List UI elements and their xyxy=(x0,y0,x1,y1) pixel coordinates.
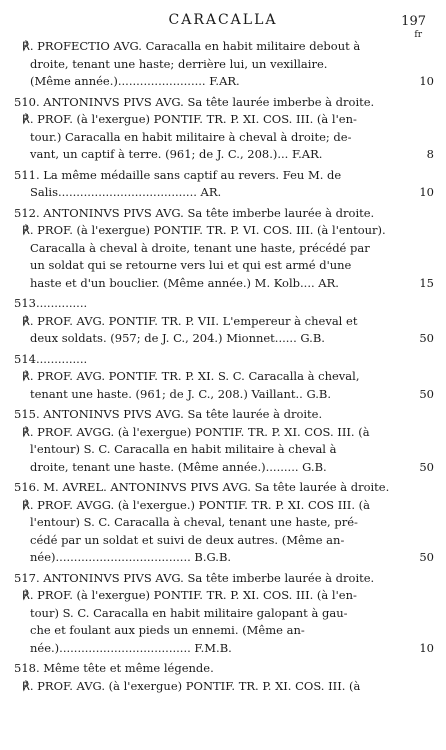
line-text: (Même année.)........................ F.AR. xyxy=(30,74,240,88)
entry-line xyxy=(14,275,434,293)
entry-line xyxy=(14,497,434,515)
line-text: ℟. PROF. AVGG. (à l'exergue) PONTIF. TR. P. XI. COS. III. (à xyxy=(22,424,370,439)
entry-line xyxy=(14,532,434,550)
entry-line xyxy=(14,570,434,588)
line-text: tenant une haste. (961; de J. C., 208.) Vaillant.. G.B. xyxy=(30,386,331,401)
line-text: tour.) Caracalla en habit militaire à cheval à droite; de- xyxy=(30,129,352,144)
entry-line xyxy=(14,479,434,497)
line-text: deux soldats. (957; de J. C., 204.) Mionnet...... G.B. xyxy=(30,331,325,345)
line-text: ℟. PROF. AVG. PONTIF. TR. P. VII. L'empereur à cheval et xyxy=(22,313,358,328)
line-text: haste et d'un bouclier. (Même année.) M. Kolb.... AR. xyxy=(30,275,339,290)
catalog-entry xyxy=(14,479,434,567)
page-title: CARACALLA xyxy=(168,12,278,28)
entry-line xyxy=(14,222,434,240)
line-text: 512. ANTONINVS PIVS AVG. Sa tête imberbe laurée à droite. xyxy=(14,205,375,220)
margin-value: 50 xyxy=(419,331,434,345)
entry-line xyxy=(14,368,434,386)
entry-line xyxy=(14,73,434,91)
catalog-entry xyxy=(14,205,434,293)
entry-line xyxy=(14,94,434,112)
entry-line xyxy=(14,257,434,275)
line-text: l'entour) S. C. Caracalla en habit militaire à cheval à xyxy=(30,442,337,456)
entry-line xyxy=(14,330,434,348)
line-text: vant, un captif à terre. (961; de J. C., 208.)... F.AR. xyxy=(30,147,323,161)
line-text: ℟. PROF. AVGG. (à l'exergue.) PONTIF. TR. P. XI. COS III. (à xyxy=(22,497,370,512)
line-text: ℟. PROFECTIO AVG. Caracalla en habit militaire debout à xyxy=(22,39,361,53)
line-text: ℟. PROF. (à l'exergue) PONTIF. TR. P. XI. COS. III. (à l'en- xyxy=(22,112,357,126)
line-text: 515. ANTONINVS PIVS AVG. Sa tête laurée à droite. xyxy=(14,407,323,421)
entry-line xyxy=(14,406,434,424)
catalog-entry xyxy=(14,167,434,202)
entry-line xyxy=(14,549,434,567)
line-text: tour) S. C. Caracalla en habit militaire galopant à gau- xyxy=(30,605,348,620)
entry-line xyxy=(14,441,434,459)
margin-value: 10 xyxy=(419,185,434,199)
catalog-entry xyxy=(14,570,434,658)
margin-value: 50 xyxy=(419,386,434,401)
entry-line xyxy=(14,605,434,623)
entry-line xyxy=(14,424,434,442)
entry-line xyxy=(14,240,434,258)
entry-line xyxy=(14,678,434,696)
entry-line xyxy=(14,38,434,56)
entry-line xyxy=(14,351,434,369)
line-text: l'entour) S. C. Caracalla à cheval, tenant une haste, pré- xyxy=(30,515,358,529)
line-text: droite, tenant une haste. (Même année.)......... G.B. xyxy=(30,459,327,474)
line-text: ℟. PROF. AVG. PONTIF. TR. P. XI. S. C. Caracalla à cheval, xyxy=(22,369,360,383)
entry-line xyxy=(14,167,434,185)
line-text: Caracalla à cheval à droite, tenant une haste, précédé par xyxy=(30,240,370,255)
line-text: ℟. PROF. (à l'exergue) PONTIF. TR. P. VI. COS. III. (à l'entour). xyxy=(22,223,386,237)
entry-line xyxy=(14,205,434,223)
entry-line xyxy=(14,146,434,164)
catalog-entry xyxy=(14,351,434,404)
line-text: ℟. PROF. (à l'exergue) PONTIF. TR. P. XI. COS. III. (à l'en- xyxy=(22,588,357,602)
margin-value: 15 xyxy=(419,275,434,290)
line-text: 514.............. xyxy=(14,351,88,366)
line-text: 513.............. xyxy=(14,296,88,310)
margin-value: 8 xyxy=(426,147,434,161)
entry-line xyxy=(14,129,434,147)
margin-value: 50 xyxy=(419,459,434,474)
entry-line xyxy=(14,313,434,331)
entry-line xyxy=(14,459,434,477)
line-text: cédé par un soldat et suivi de deux autres. (Même an- xyxy=(30,532,345,547)
entry-line xyxy=(14,184,434,202)
catalog-entries xyxy=(14,38,434,698)
line-text: che et foulant aux pieds un ennemi. (Même an- xyxy=(30,623,305,637)
line-text: 518. Même tête et même légende. xyxy=(14,661,214,675)
line-text: un soldat qui se retourne vers lui et qui est armé d'une xyxy=(30,258,352,272)
line-text: Salis...................................... AR. xyxy=(30,185,222,199)
entry-line xyxy=(14,660,434,678)
catalog-entry xyxy=(14,295,434,348)
line-text: née)..................................... B.G.B. xyxy=(30,550,232,564)
line-text: ℟. PROF. AVG. (à l'exergue) PONTIF. TR. P. XI. COS. III. (à xyxy=(22,678,361,693)
catalog-entry xyxy=(14,94,434,164)
margin-value: 10 xyxy=(419,74,434,88)
entry-line xyxy=(14,514,434,532)
line-text: 517. ANTONINVS PIVS AVG. Sa tête imberbe laurée à droite. xyxy=(14,570,375,585)
line-text: née.).................................... F.M.B. xyxy=(30,640,232,655)
entry-line xyxy=(14,386,434,404)
catalog-entry xyxy=(14,38,434,91)
entry-line xyxy=(14,622,434,640)
entry-line xyxy=(14,56,434,74)
entry-line xyxy=(14,295,434,313)
line-text: droite, tenant une haste; derrière lui, un vexillaire. xyxy=(30,56,328,71)
margin-value: 50 xyxy=(419,550,434,564)
catalog-entry xyxy=(14,406,434,476)
entry-line xyxy=(14,111,434,129)
page-number: 197 xyxy=(401,14,426,29)
page-mark: fr xyxy=(414,30,422,40)
line-text: 510. ANTONINVS PIVS AVG. Sa tête laurée imberbe à droite. xyxy=(14,94,375,109)
entry-line xyxy=(14,640,434,658)
entry-line xyxy=(14,587,434,605)
margin-value: 10 xyxy=(419,640,434,655)
line-text: 511. La même médaille sans captif au revers. Feu M. de xyxy=(14,167,342,182)
line-text: 516. M. AVREL. ANTONINVS PIVS AVG. Sa tête laurée à droite. xyxy=(14,480,390,494)
catalog-entry xyxy=(14,660,434,695)
